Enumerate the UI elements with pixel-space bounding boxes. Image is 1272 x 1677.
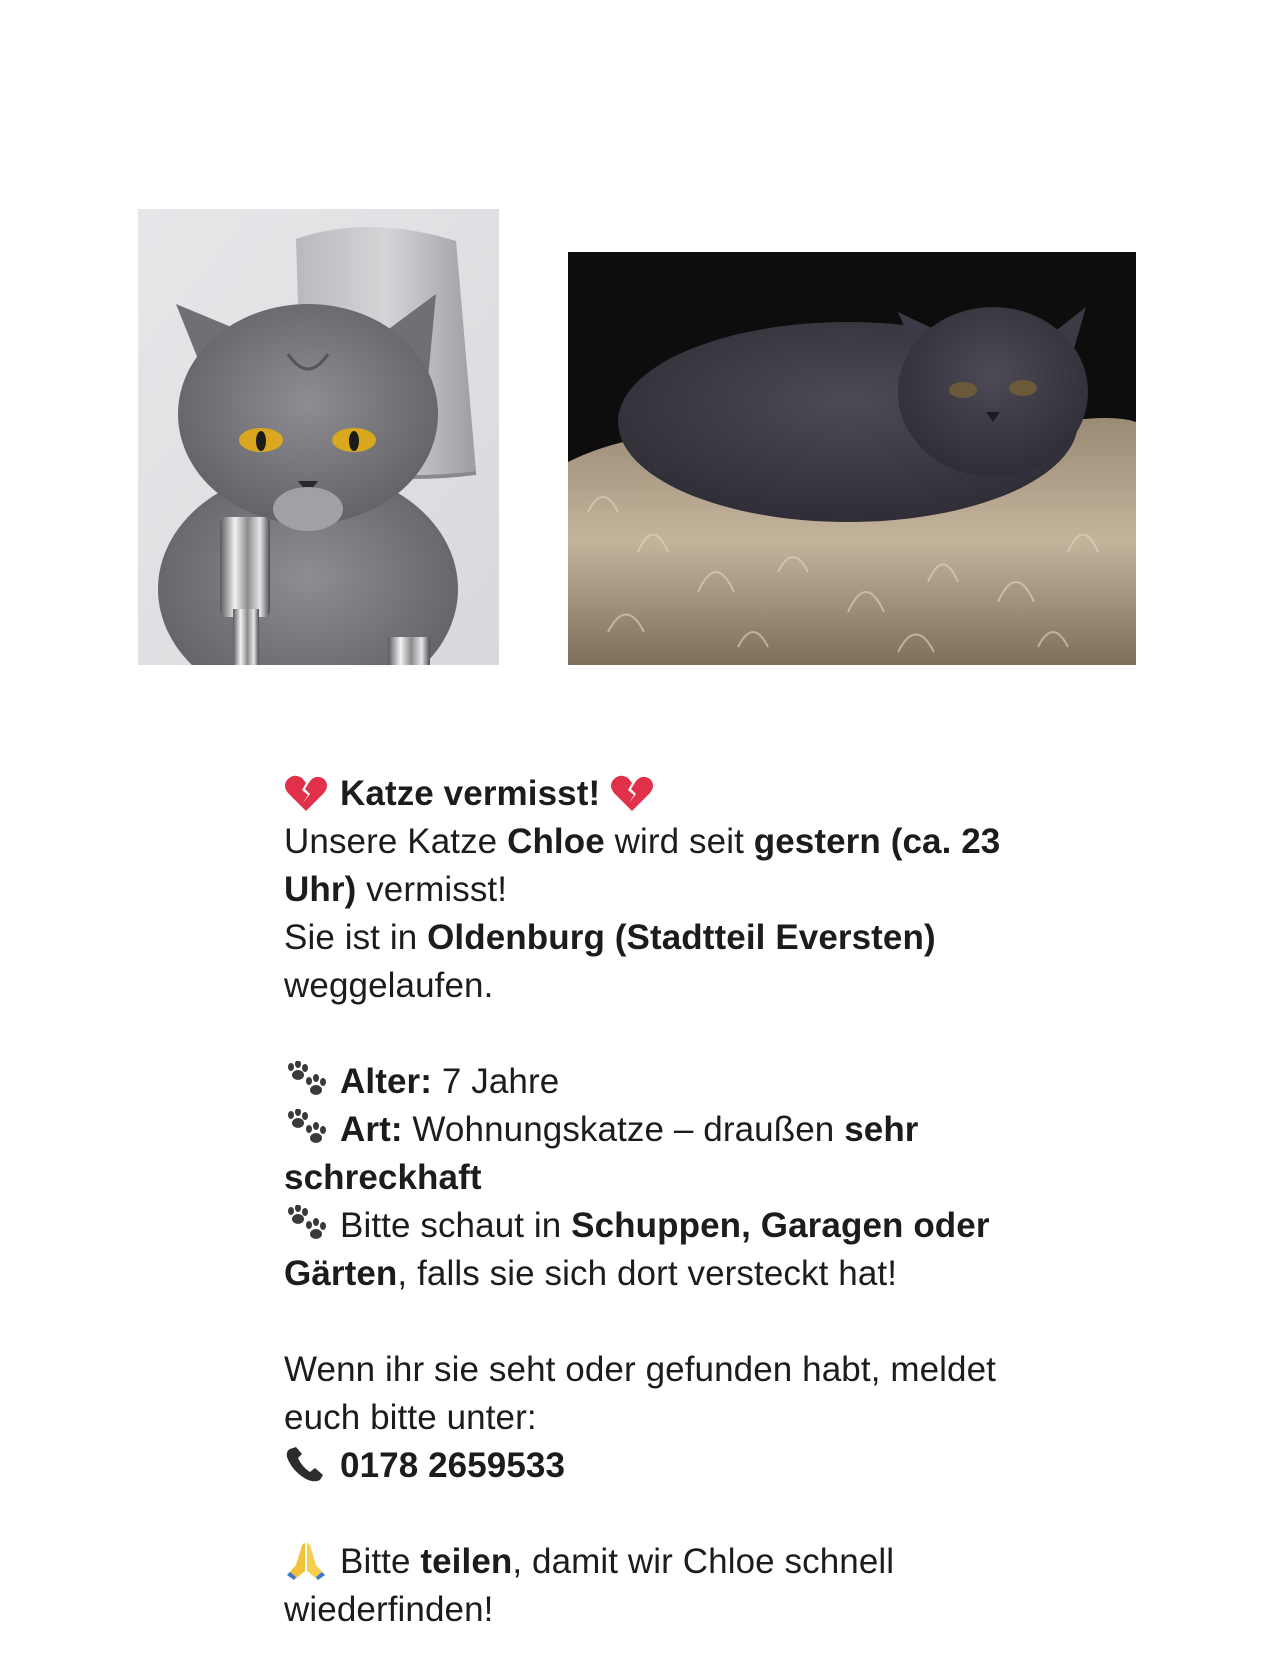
age-line [284,1058,1044,1106]
text-fragment: wird seit [604,822,754,861]
missing-time: gestern (ca. 23 [753,822,1001,861]
search-places-continued: Gärten [284,1254,398,1293]
cat-photo-right-image [568,252,1136,665]
paw-prints-icon [284,1205,328,1245]
text-fragment: vermisst! [356,870,508,909]
location: Oldenburg (Stadtteil Eversten) [427,918,936,957]
text-fragment: , damit wir Chloe schnell [512,1542,895,1581]
missing-since-line [284,818,1044,866]
post-heading [284,770,1044,818]
share-emphasis: teilen [420,1542,513,1581]
type-emphasis: sehr [844,1110,919,1149]
location-line [284,914,1044,962]
text-fragment: Unsere Katze [284,822,508,861]
location-line-2: weggelaufen. [284,966,494,1005]
age-label: Alter: [340,1062,432,1101]
broken-heart-icon [284,773,328,813]
contact-line: Wenn ihr sie seht oder gefunden habt, meldet [284,1350,996,1389]
text-fragment: Bitte schaut in [340,1206,572,1245]
cat-photo-left-image [138,209,499,665]
text-fragment: , falls sie sich dort versteckt hat! [397,1254,898,1293]
search-line-2 [284,1250,1044,1298]
phone-number[interactable]: 0178 2659533 [340,1446,566,1485]
share-line [284,1538,1044,1586]
folded-hands-icon [284,1541,328,1581]
type-line [284,1106,1044,1154]
heading-text: Katze vermisst! [340,774,601,813]
type-line-2 [284,1154,1044,1202]
cat-photo-left [138,209,499,665]
paw-prints-icon [284,1061,328,1101]
age-value: 7 Jahre [432,1062,560,1101]
type-value: Wohnungskatze – draußen [402,1110,845,1149]
text-fragment: Sie ist in [284,918,428,957]
type-label: Art: [340,1110,403,1149]
cat-photo-right [568,252,1136,665]
phone-line [284,1442,1044,1490]
share-line-2: wiederfinden! [284,1590,494,1629]
cat-name: Chloe [507,822,605,861]
text-fragment: Bitte [340,1542,421,1581]
missing-time-continued: Uhr) [284,870,357,909]
lost-cat-post [284,770,1044,1634]
missing-since-line-2 [284,866,1044,914]
paw-prints-icon [284,1109,328,1149]
contact-line-2: euch bitte unter: [284,1398,537,1437]
broken-heart-icon [610,773,654,813]
search-places: Schuppen, Garagen oder [571,1206,990,1245]
type-emphasis-continued: schreckhaft [284,1158,482,1197]
telephone-receiver-icon [284,1445,328,1485]
search-line [284,1202,1044,1250]
